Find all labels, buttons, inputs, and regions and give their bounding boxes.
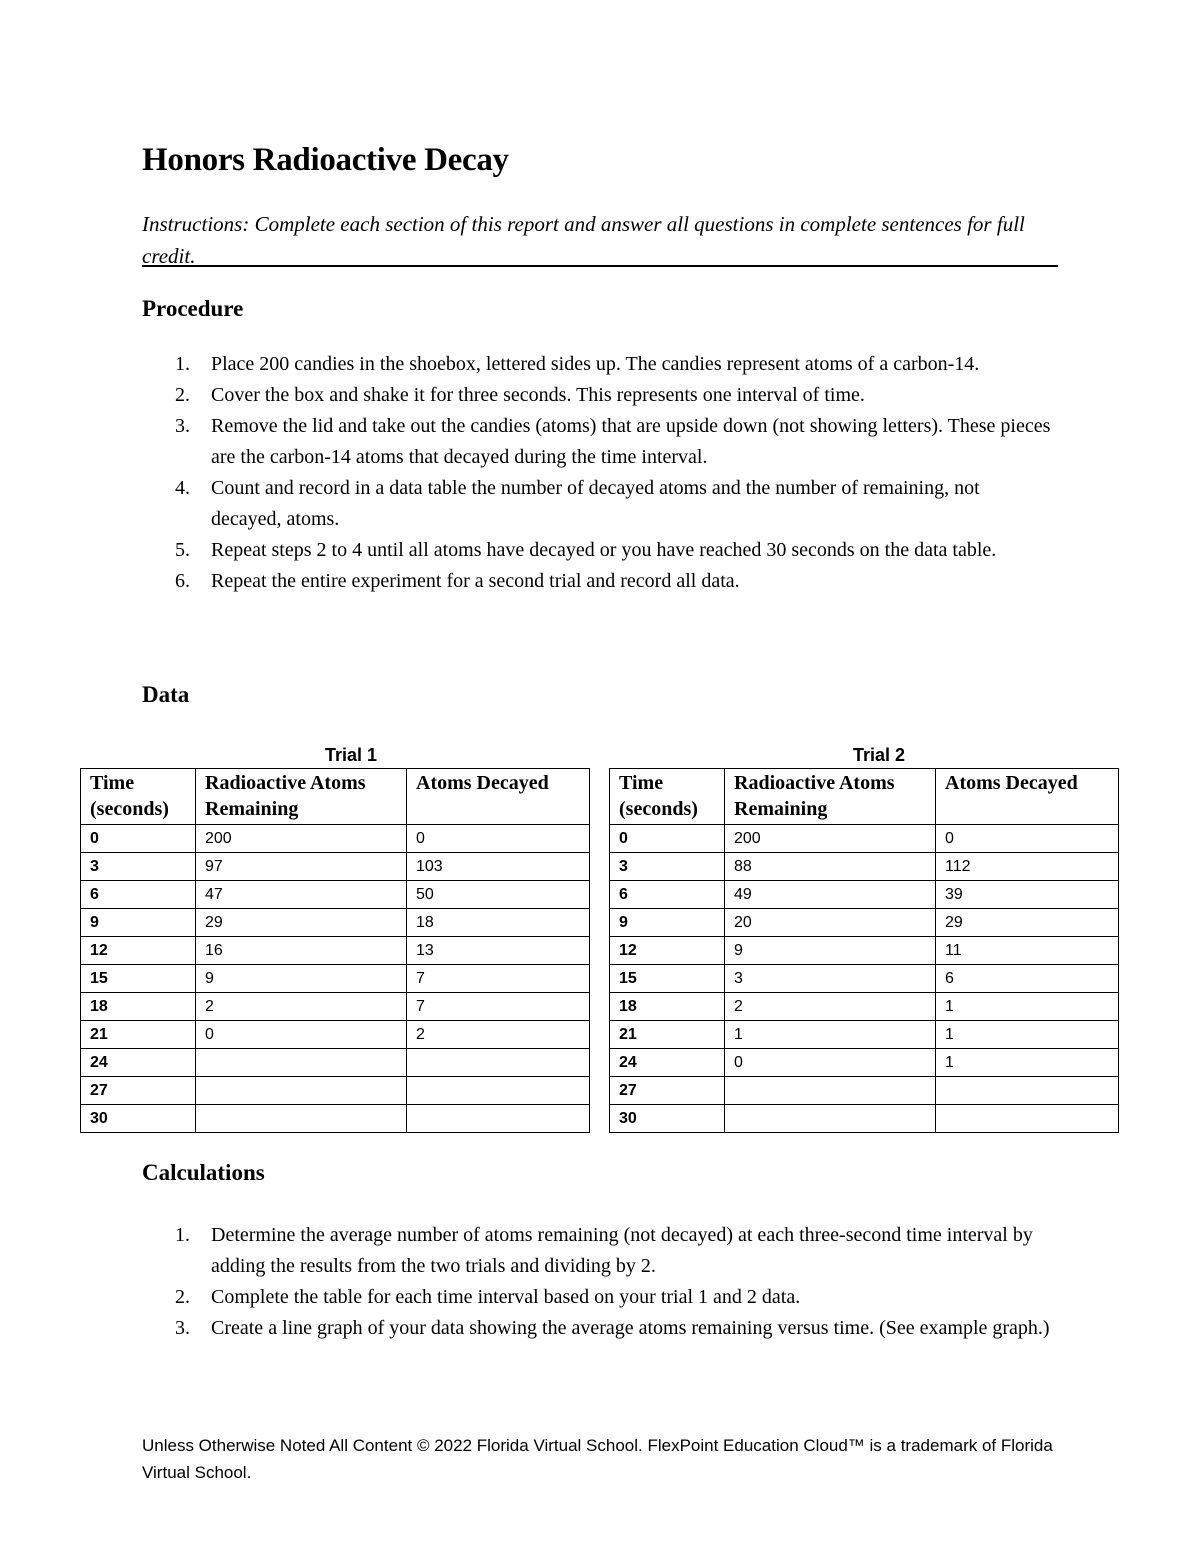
list-item <box>142 1313 1052 1344</box>
table-row <box>81 1021 590 1049</box>
list-item-text: Remove the lid and take out the candies (atoms) that are upside down (not showing letters). These pieces are the carbon-14 atoms that decayed during the time interval. <box>211 415 1051 468</box>
time-cell: 12 <box>610 937 725 965</box>
remaining-cell <box>196 1077 407 1105</box>
list-item <box>142 473 1052 535</box>
instructions-text: Instructions: Complete each section of this report and answer all questions in complete sentences for full credit. <box>142 212 1025 268</box>
time-cell: 3 <box>81 853 196 881</box>
list-item-number: 3. <box>175 415 190 437</box>
list-item-number: 2. <box>175 384 190 406</box>
list-item <box>142 1282 1052 1313</box>
list-item-text: Cover the box and shake it for three seconds. This represents one interval of time. <box>211 384 865 406</box>
list-item-number: 5. <box>175 539 190 561</box>
time-cell: 3 <box>610 853 725 881</box>
remaining-cell: 97 <box>196 853 407 881</box>
time-cell: 6 <box>610 881 725 909</box>
remaining-cell <box>196 1049 407 1077</box>
table-header-row <box>610 769 1119 825</box>
decayed-cell: 1 <box>936 1021 1119 1049</box>
decayed-cell <box>407 1077 590 1105</box>
table-row <box>81 965 590 993</box>
time-cell: 0 <box>81 825 196 853</box>
time-cell: 9 <box>81 909 196 937</box>
time-cell: 0 <box>610 825 725 853</box>
page-title: Honors Radioactive Decay <box>142 142 509 178</box>
decayed-cell: 18 <box>407 909 590 937</box>
decayed-cell: 29 <box>936 909 1119 937</box>
list-item-number: 1. <box>175 1224 190 1246</box>
remaining-cell: 88 <box>725 853 936 881</box>
decayed-column-header: Atoms Decayed <box>936 769 1119 825</box>
remaining-cell: 20 <box>725 909 936 937</box>
table-row <box>610 1105 1119 1133</box>
table-header-row <box>81 769 590 825</box>
time-cell: 18 <box>610 993 725 1021</box>
table-row <box>610 1049 1119 1077</box>
section-divider <box>142 265 1058 267</box>
remaining-cell: 200 <box>725 825 936 853</box>
remaining-cell: 3 <box>725 965 936 993</box>
list-item-number: 2. <box>175 1286 190 1308</box>
decayed-cell: 2 <box>407 1021 590 1049</box>
table-row <box>610 825 1119 853</box>
remaining-cell: 0 <box>196 1021 407 1049</box>
remaining-cell: 47 <box>196 881 407 909</box>
decayed-cell: 103 <box>407 853 590 881</box>
time-cell: 30 <box>610 1105 725 1133</box>
table-row <box>610 993 1119 1021</box>
table-row <box>81 1049 590 1077</box>
decayed-cell <box>936 1105 1119 1133</box>
trial-1-label: Trial 1 <box>324 745 378 765</box>
list-item-text: Repeat steps 2 to 4 until all atoms have decayed or you have reached 30 seconds on the data table. <box>211 539 997 561</box>
table-row <box>610 965 1119 993</box>
decayed-cell: 13 <box>407 937 590 965</box>
decayed-cell <box>936 1077 1119 1105</box>
decayed-cell: 0 <box>407 825 590 853</box>
remaining-cell: 2 <box>196 993 407 1021</box>
remaining-cell: 2 <box>725 993 936 1021</box>
table-row <box>81 881 590 909</box>
list-item-text: Complete the table for each time interval based on your trial 1 and 2 data. <box>211 1286 801 1308</box>
time-cell: 15 <box>81 965 196 993</box>
decayed-cell: 0 <box>936 825 1119 853</box>
time-cell: 12 <box>81 937 196 965</box>
table-row <box>81 1077 590 1105</box>
list-item <box>142 535 1052 566</box>
remaining-cell: 0 <box>725 1049 936 1077</box>
decayed-cell: 6 <box>936 965 1119 993</box>
decayed-cell: 11 <box>936 937 1119 965</box>
procedure-list <box>142 349 1052 597</box>
time-cell: 18 <box>81 993 196 1021</box>
table-row <box>610 937 1119 965</box>
time-cell: 15 <box>610 965 725 993</box>
remaining-cell: 16 <box>196 937 407 965</box>
table-row <box>610 1021 1119 1049</box>
decayed-cell: 39 <box>936 881 1119 909</box>
remaining-cell: 200 <box>196 825 407 853</box>
time-cell: 24 <box>81 1049 196 1077</box>
decayed-cell: 112 <box>936 853 1119 881</box>
remaining-cell: 1 <box>725 1021 936 1049</box>
decayed-cell: 7 <box>407 965 590 993</box>
list-item <box>142 1220 1052 1282</box>
decayed-cell: 50 <box>407 881 590 909</box>
remaining-cell: 9 <box>725 937 936 965</box>
table-row <box>81 993 590 1021</box>
time-cell: 9 <box>610 909 725 937</box>
decayed-cell: 1 <box>936 993 1119 1021</box>
time-cell: 27 <box>610 1077 725 1105</box>
list-item-number: 3. <box>175 1317 190 1339</box>
decayed-cell: 1 <box>936 1049 1119 1077</box>
list-item <box>142 380 1052 411</box>
time-column-header: Time (seconds) <box>610 769 725 825</box>
time-cell: 24 <box>610 1049 725 1077</box>
list-item-text: Determine the average number of atoms remaining (not decayed) at each three-second time interval by adding the results from the two trials and dividing by 2. <box>211 1224 1033 1277</box>
remaining-cell: 9 <box>196 965 407 993</box>
remaining-cell: 29 <box>196 909 407 937</box>
table-row <box>610 853 1119 881</box>
list-item-text: Repeat the entire experiment for a second trial and record all data. <box>211 570 740 592</box>
list-item-number: 1. <box>175 353 190 375</box>
list-item-number: 6. <box>175 570 190 592</box>
list-item <box>142 566 1052 597</box>
table-row <box>81 909 590 937</box>
time-cell: 21 <box>610 1021 725 1049</box>
list-item-text: Count and record in a data table the number of decayed atoms and the number of remaining, not decayed, atoms. <box>211 477 980 530</box>
table-row <box>81 1105 590 1133</box>
calculations-heading: Calculations <box>142 1160 265 1185</box>
data-heading: Data <box>142 682 190 707</box>
list-item <box>142 411 1052 473</box>
remaining-column-header: Radioactive Atoms Remaining <box>725 769 936 825</box>
decayed-cell <box>407 1105 590 1133</box>
time-cell: 30 <box>81 1105 196 1133</box>
trial-2-table <box>609 768 1119 1133</box>
time-cell: 27 <box>81 1077 196 1105</box>
trial-2-label: Trial 2 <box>852 745 906 765</box>
remaining-column-header: Radioactive Atoms Remaining <box>196 769 407 825</box>
list-item <box>142 349 1052 380</box>
copyright-footer: Unless Otherwise Noted All Content © 2022 Florida Virtual School. FlexPoint Education Cloud™ is a trademark of Florida Virtual School. <box>142 1436 1053 1482</box>
decayed-cell <box>407 1049 590 1077</box>
table-row <box>610 881 1119 909</box>
remaining-cell: 49 <box>725 881 936 909</box>
table-row <box>610 1077 1119 1105</box>
decayed-cell: 7 <box>407 993 590 1021</box>
remaining-cell <box>196 1105 407 1133</box>
time-cell: 6 <box>81 881 196 909</box>
list-item-number: 4. <box>175 477 190 499</box>
table-row <box>81 937 590 965</box>
remaining-cell <box>725 1105 936 1133</box>
table-row <box>81 825 590 853</box>
calculations-list <box>142 1220 1052 1344</box>
time-cell: 21 <box>81 1021 196 1049</box>
list-item-text: Create a line graph of your data showing the average atoms remaining versus time. (See example graph.) <box>211 1317 1050 1339</box>
decayed-column-header: Atoms Decayed <box>407 769 590 825</box>
trial-1-table <box>80 768 590 1133</box>
list-item-text: Place 200 candies in the shoebox, lettered sides up. The candies represent atoms of a carbon-14. <box>211 353 980 375</box>
procedure-heading: Procedure <box>142 296 244 321</box>
time-column-header: Time (seconds) <box>81 769 196 825</box>
table-row <box>81 853 590 881</box>
table-row <box>610 909 1119 937</box>
remaining-cell <box>725 1077 936 1105</box>
